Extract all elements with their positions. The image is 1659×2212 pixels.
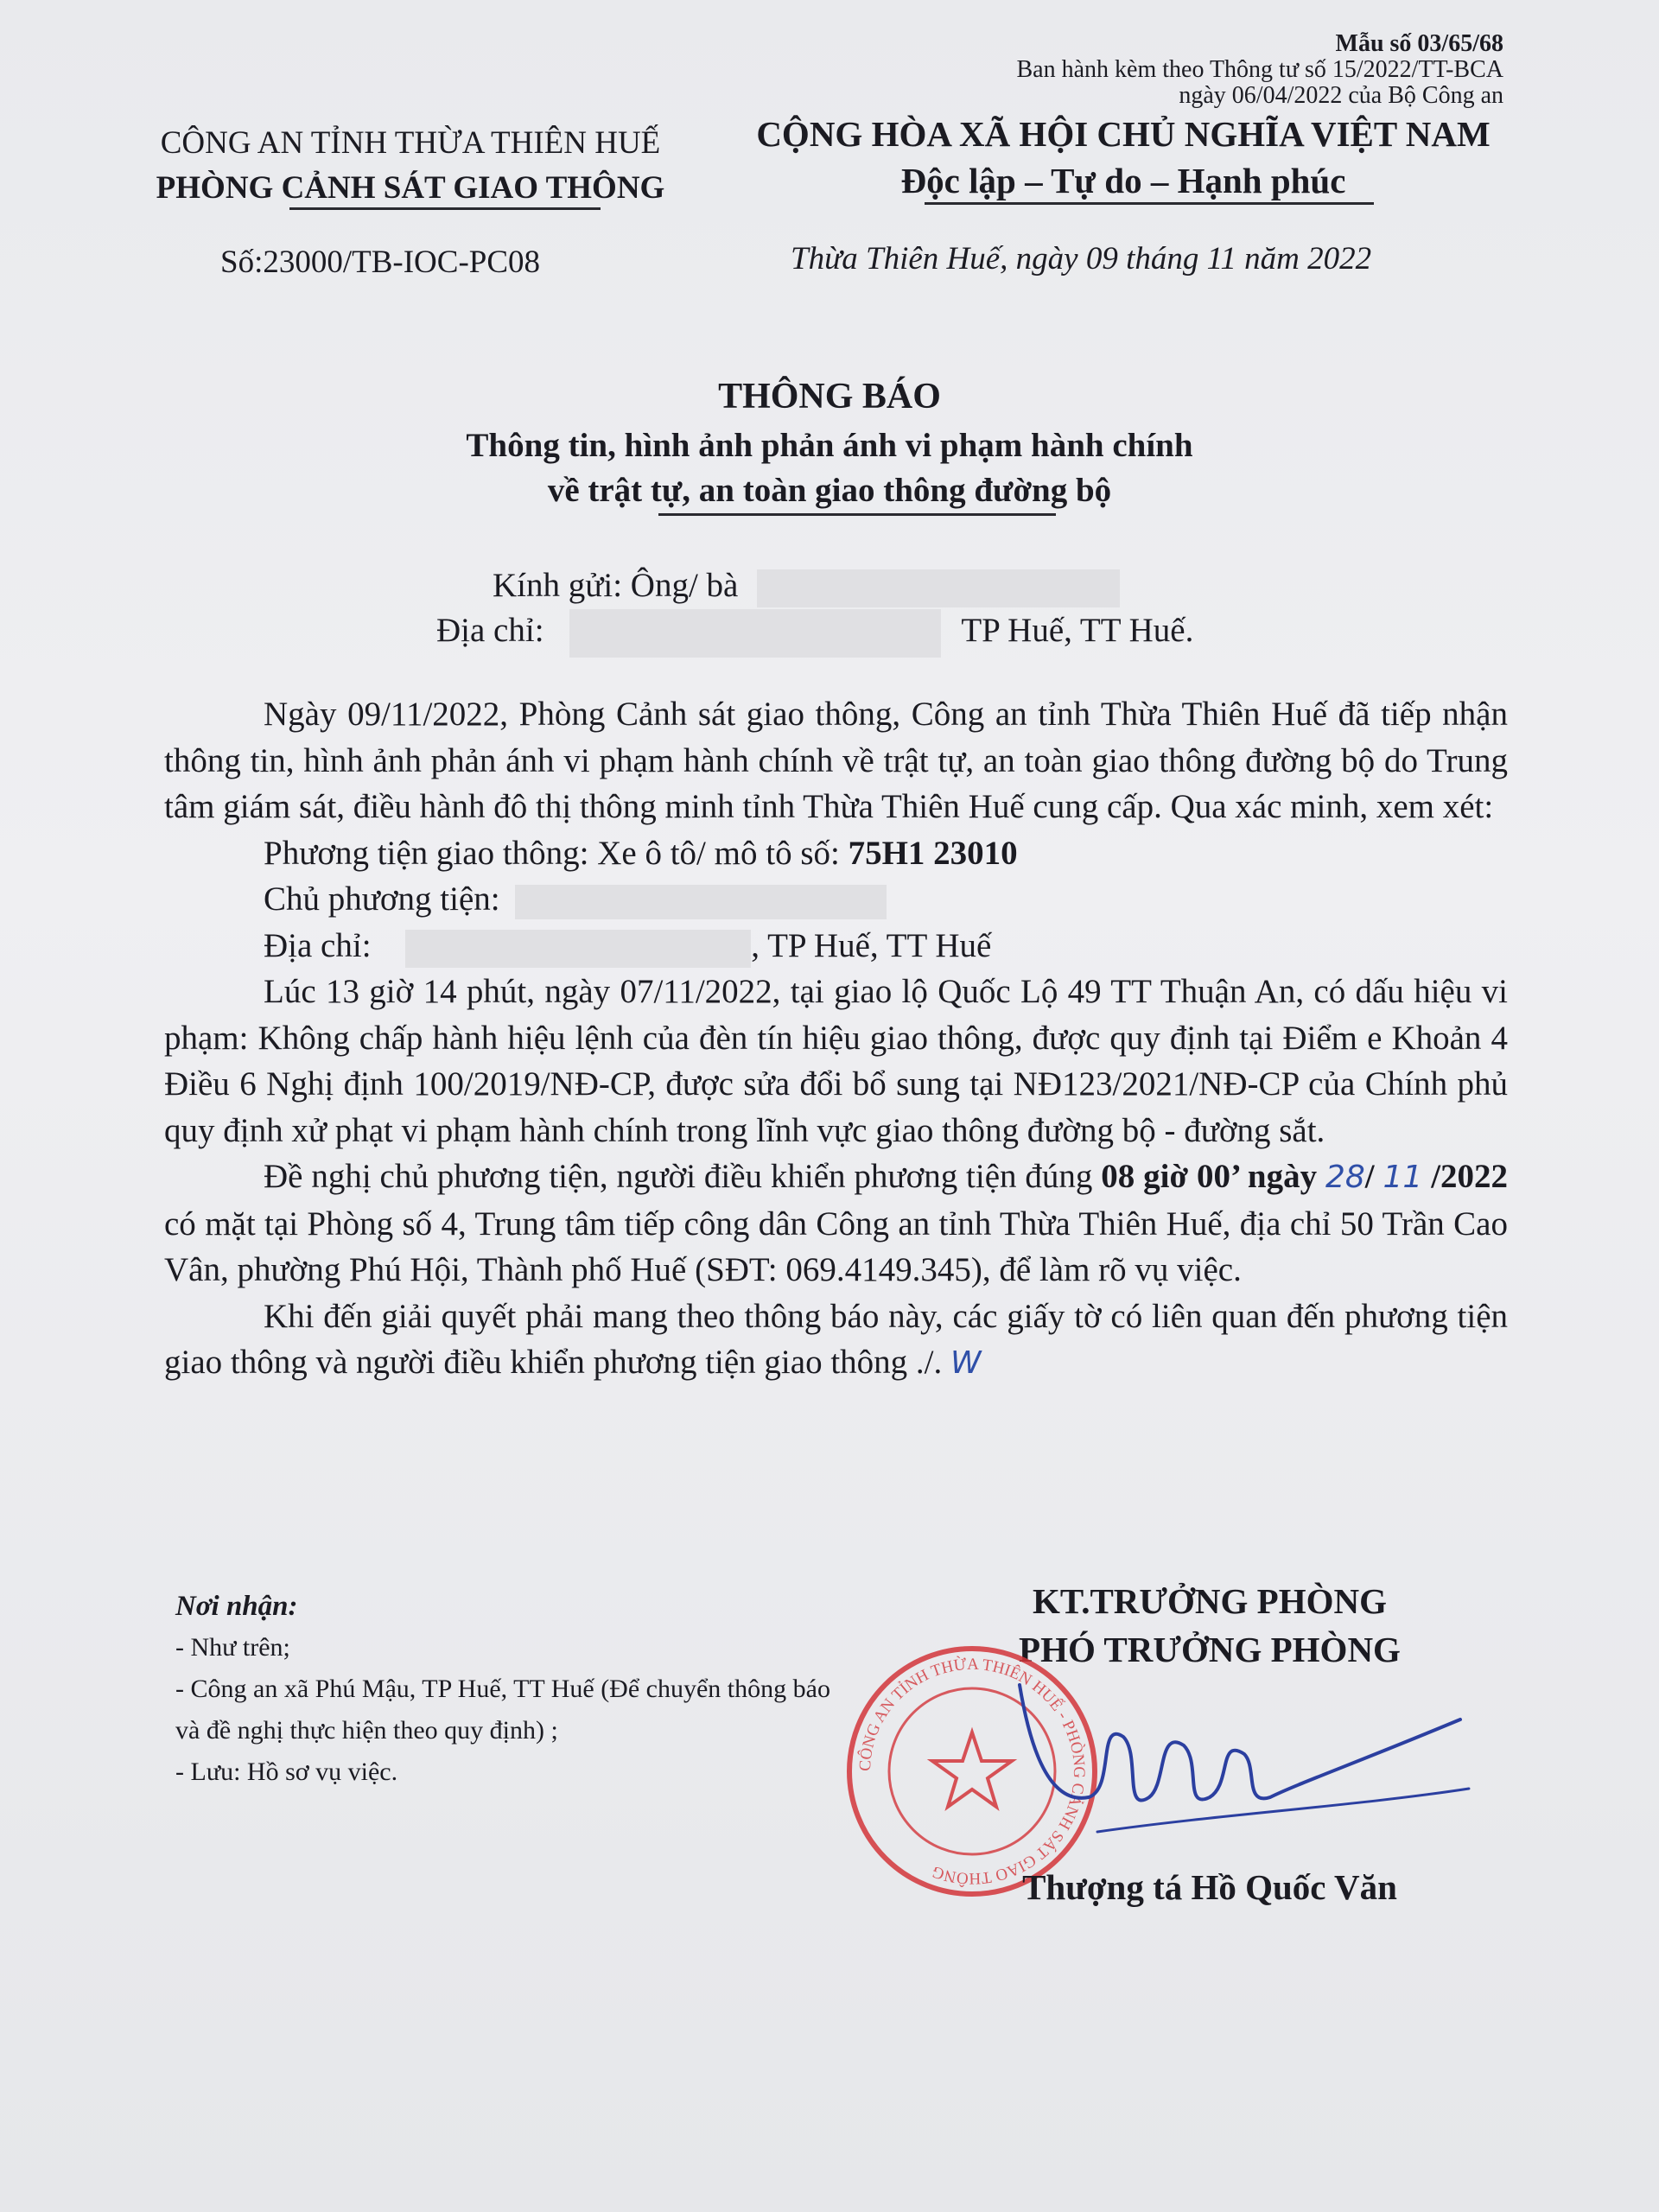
vehicle-label: Phương tiện giao thông: Xe ô tô/ mô tô số: [264,834,840,872]
address-label: Địa chỉ: [436,611,544,649]
form-issued-line2: ngày 06/04/2022 của Bộ Công an [1179,82,1503,109]
summons-pre: Đề nghị chủ phương tiện, người điều khiển phương tiện đúng [264,1158,1093,1195]
redacted-owner-address [405,930,751,968]
signature-stroke [1020,1685,1460,1801]
nation-block [734,111,1512,205]
place-date: Thừa Thiên Huế, ngày 09 tháng 11 năm 2022 [791,241,1372,276]
signer-name: Thượng tá Hồ Quốc Văn [1022,1867,1397,1907]
recipient-item: - Như trên; [175,1633,290,1662]
vehicle-plate: 75H1 23010 [848,834,1018,872]
summons-month-handwritten: 11 [1382,1160,1423,1195]
subtitle-line1: Thông tin, hình ảnh phản ánh vi phạm hành chính [466,427,1193,464]
subtitle-line2: về trật tự, an toàn giao thông đường bộ [547,472,1112,509]
owner-label: Chủ phương tiện: [264,880,500,918]
summons-time: 08 giờ 00’ ngày [1101,1158,1318,1195]
doc-title: THÔNG BÁO [718,377,941,416]
recipient-item: - Lưu: Hồ sơ vụ việc. [175,1758,398,1786]
nation-title: CỘNG HÒA XÃ HỘI CHỦ NGHĨA VIỆT NAM [756,114,1491,154]
subtitle-underline [658,513,1056,516]
recipients-block [175,1586,832,1793]
paragraph-closing [164,1294,1508,1387]
recipients-label: Nơi nhận: [175,1591,298,1622]
doc-number: Số:23000/TB-IOC-PC08 [220,245,541,280]
form-issued-line1: Ban hành kèm theo Thông tư số 15/2022/TT-BCA [1016,56,1503,83]
addressee-greeting [493,566,1120,607]
form-code-block [1017,31,1504,109]
signer-line2: PHÓ TRƯỞNG PHÒNG [1019,1630,1401,1669]
form-number: Mẫu số 03/65/68 [1335,30,1503,57]
vehicle-line [164,830,1508,877]
owner-address-label: Địa chỉ: [264,926,372,964]
redacted-address [569,609,941,658]
signer-line1: KT.TRƯỞNG PHÒNG [1033,1581,1387,1621]
paragraph-intro: Ngày 09/11/2022, Phòng Cảnh sát giao thông, Công an tỉnh Thừa Thiên Huế đã tiếp nhận thông tin, hình ảnh phản ánh vi phạm hành chính về trật tự, an toàn giao thông đường bộ do Trung tâm giám sát, điều hành đô thị thông minh tỉnh Thừa Thiên Huế cung cấp. Qua xác minh, xem xét: [164,696,1508,825]
summons-day-handwritten: 28 [1325,1160,1365,1195]
owner-line [164,876,1508,923]
agency-dept: PHÒNG CẢNH SÁT GIAO THÔNG [156,170,665,206]
greeting-text: Kính gửi: Ông/ bà [493,567,739,604]
body-text [164,691,1508,1387]
seal-text: CÔNG AN TỈNH THỪA THIÊN HUẾ - PHÒNG CẢNH SÁT GIAO THÔNG [855,1655,1089,1888]
owner-address-line [164,923,1508,969]
doc-subtitle [0,423,1659,516]
address-tail: TP Huế, TT Huế. [961,611,1194,649]
handwritten-initial: W [950,1345,982,1381]
closing-text: Khi đến giải quyết phải mang theo thông báo này, các giấy tờ có liên quan đến phương tiện giao thông và người điều khiển phương tiện giao thông ./. [164,1297,1508,1381]
summons-post: có mặt tại Phòng số 4, Trung tâm tiếp công dân Công an tỉnh Thừa Thiên Huế, địa chỉ 50 Trần Cao Vân, phường Phú Hội, Thành phố Huế (SĐT: 069.4149.345), để làm rõ vụ việc. [164,1205,1508,1288]
owner-address-tail: , TP Huế, TT Huế [751,926,992,964]
redacted-owner [515,885,887,919]
paragraph-violation: Lúc 13 giờ 14 phút, ngày 07/11/2022, tại giao lộ Quốc Lộ 49 TT Thuận An, có dấu hiệu vi phạm: Không chấp hành hiệu lệnh của đèn tín hiệu giao thông, được quy định tại Điểm e Khoản 4 Điều 6 Nghị định 100/2019/NĐ-CP, được sửa đổi bổ sung tại NĐ123/2021/NĐ-CP của Chính phủ quy định xử phạt vi phạm hành chính trong lĩnh vực giao thông đường bộ - đường sắt. [164,973,1508,1149]
agency-block [108,121,713,210]
motto: Độc lập – Tự do – Hạnh phúc [900,161,1346,200]
recipient-item: - Công an xã Phú Mậu, TP Huế, TT Huế (Để chuyển thông báo và đề nghị thực hiện theo quy định) ; [175,1675,830,1745]
summons-year: /2022 [1431,1158,1509,1195]
addressee-address [436,609,1193,658]
paragraph-summons: Đề nghị chủ phương tiện, người điều khiển phương tiện đúng 08 giờ 00’ ngày 28/ 11 /2022 có mặt tại Phòng số 4, Trung tâm tiếp công dân Công an tỉnh Thừa Thiên Huế, địa chỉ 50 Trần Cao Vân, phường Phú Hội, Thành phố Huế (SĐT: 069.4149.345), để làm rõ vụ việc. [164,1158,1509,1288]
redacted-name [757,569,1120,607]
handwritten-signature [994,1668,1478,1875]
agency-parent: CÔNG AN TỈNH THỪA THIÊN HUẾ [160,125,661,161]
